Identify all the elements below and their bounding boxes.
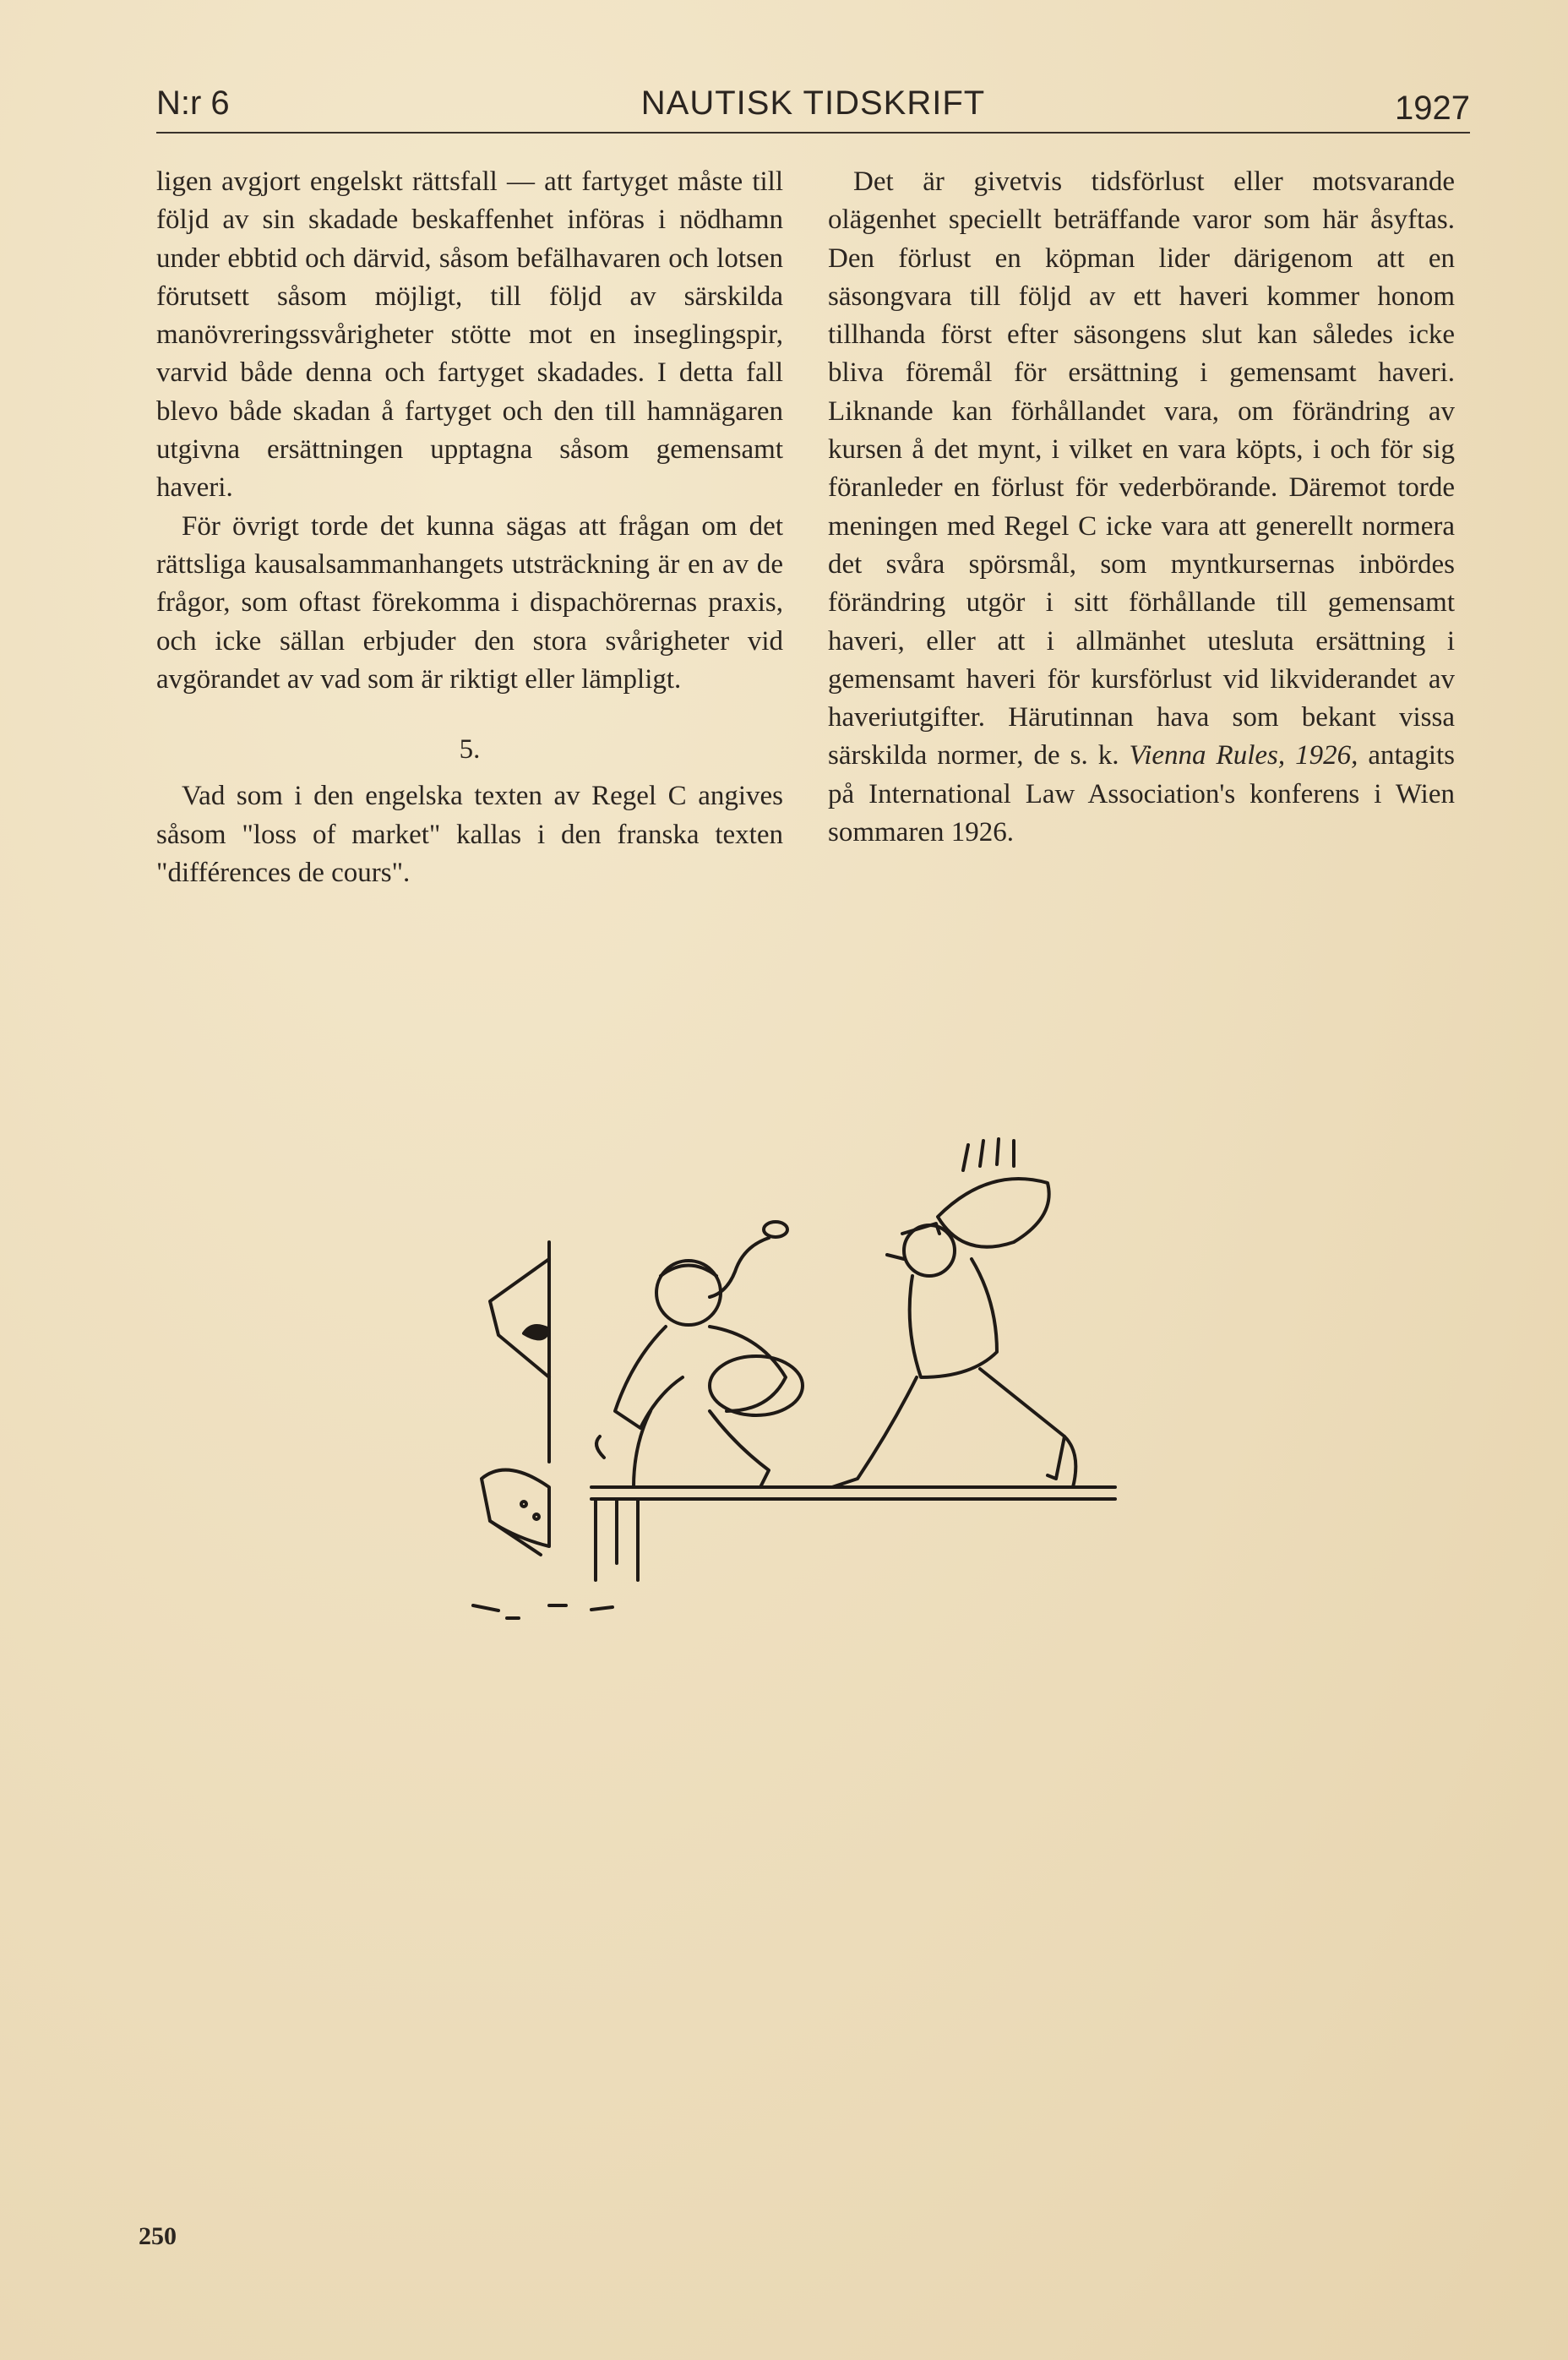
- left-paragraph-1: ligen avgjort engelskt rättsfall — att fartyget måste till följd av sin skadade beskaffenhet införas i nödhamn under ebbtid och därvid, såsom befälhavaren och lotsen förutsett såsom möjligt, till följd av särskilda manövreringssvårigheter stötte mot en inseglingspir, varvid både denna och fartyget skadades. I detta fall blevo både skadan å fartyget och den till hamnägaren utgivna ersättningen upptagna såsom gemensamt haveri.: [156, 166, 783, 504]
- issue-number: N:r 6: [156, 84, 230, 122]
- cartoon-illustration: [456, 1124, 1149, 1648]
- left-paragraph-2: För övrigt torde det kunna sägas att frågan om det rättsliga kausalsammanhangets utsträckning är en av de frågor, som oftast förekomma i dispachörernas praxis, och icke sällan erbjuder den stora svårigheter vid avgörandet av vad som är riktigt eller lämpligt.: [156, 510, 783, 695]
- vienna-rules-title: Vienna Rules, 1926,: [1129, 740, 1358, 771]
- running-header: [156, 84, 1470, 132]
- section-number: 5.: [459, 734, 481, 766]
- sailor-with-pipe: [596, 1222, 803, 1487]
- pier-drawing: [591, 1487, 1115, 1580]
- right-paragraph-1: [828, 163, 1455, 852]
- right-text-a: Det är givetvis tidsförlust eller motsvarande olägenhet speciellt beträffande varor som här åsyftas. Den förlust en köpman lider därigenom att en säsongvara till följd av ett haveri kommer honom tillhanda först efter säsongens slut kan således icke bliva föremål för ersättning i gemensamt haveri. Liknande kan förhållandet vara, om förändring av kursen å det mynt, i vilket en vara köpts, i och för sig föranleder en förlust för vederbörande. Däremot torde meningen med Regel C icke vara att generellt normera det svåra spörsmål, som myntkursernas inbördes förändring utgör i sitt förhållande till gemensamt haveri, eller att i allmänhet utesluta ersättning i gemensamt haveri för kursförlust vid likviderandet av haveriutgifter. Härutinnan hava som bekant vissa särskilda normer, de s. k.: [828, 166, 1455, 771]
- left-column: [156, 163, 783, 892]
- publication-year: 1927: [1395, 90, 1470, 127]
- right-text-b: antagits på International Law Association's konferens i Wien sommaren 1926.: [828, 740, 1456, 848]
- left-paragraph-3: Vad som i den engelska texten av Regel C angives såsom "loss of market" kallas i den franska texten "différences de cours".: [156, 781, 783, 889]
- right-column: [828, 163, 1455, 852]
- journal-title: NAUTISK TIDSKRIFT: [640, 84, 986, 122]
- sailor-with-basket: [832, 1139, 1075, 1487]
- page-number: 250: [139, 2222, 177, 2250]
- boat-drawing: [473, 1242, 612, 1618]
- header-rule: [156, 132, 1470, 134]
